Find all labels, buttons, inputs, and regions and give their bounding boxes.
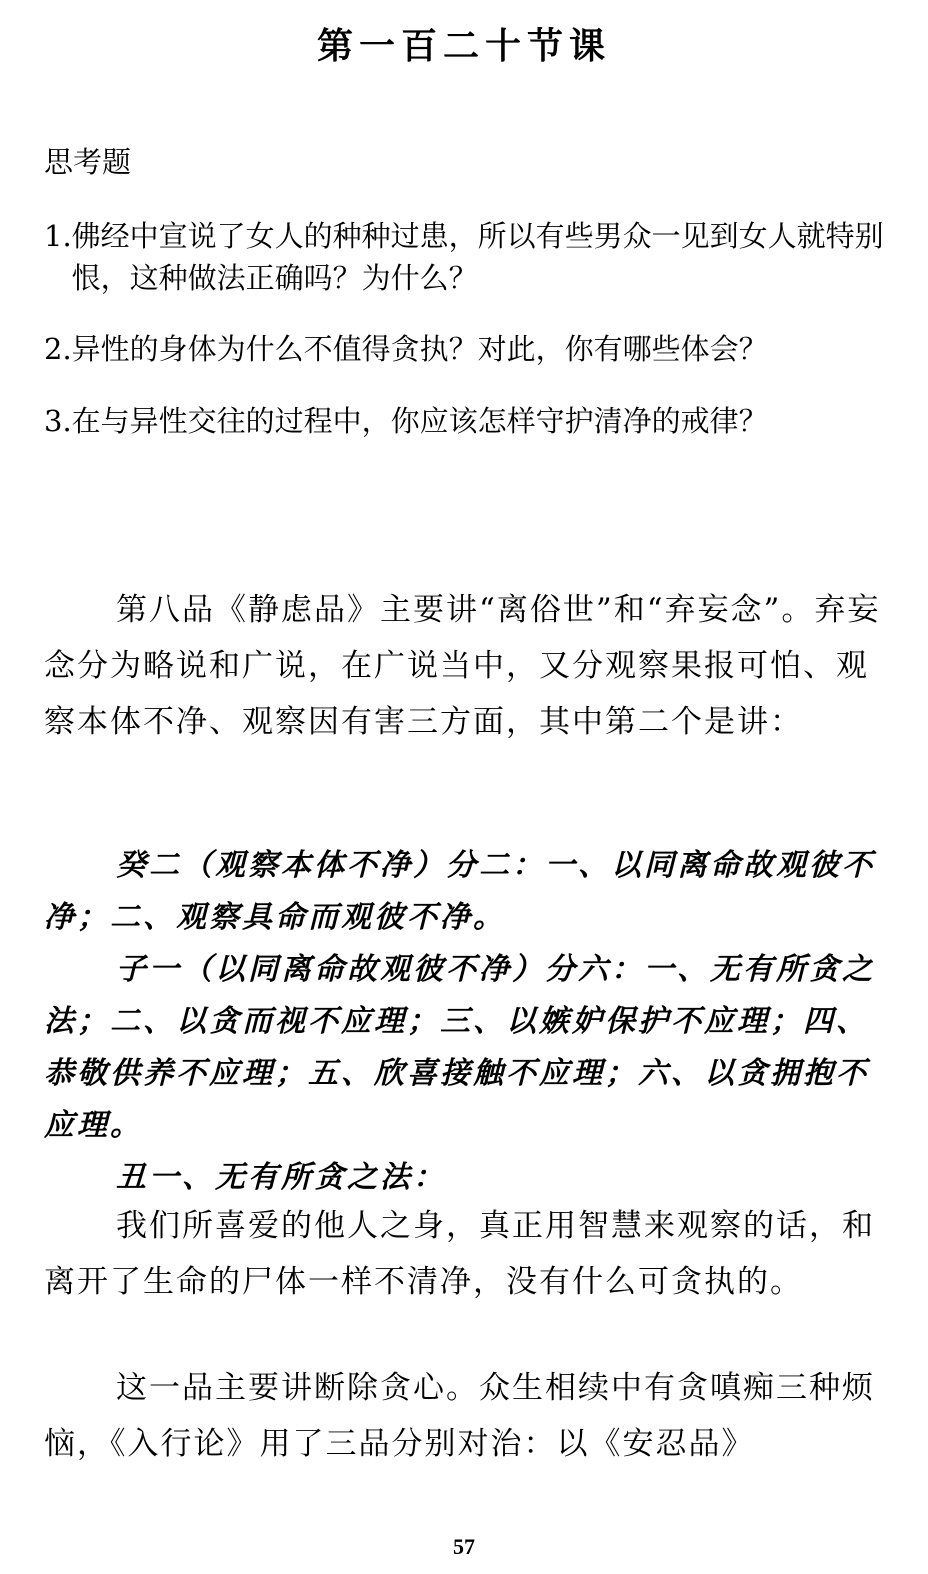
question-1	[44, 215, 892, 299]
question-2	[44, 328, 892, 370]
outline-heading-chou1: 丑一、无有所贪之法：	[116, 1160, 446, 1195]
question-3	[44, 400, 892, 442]
intro-paragraph: 第八品《静虑品》主要讲“离俗世”和“弃妄念”。弃妄念分为略说和广说，在广说当中，又分观察果报可怕、观察本体不净、观察因有害三方面，其中第二个是讲：	[44, 592, 881, 740]
questions-heading: 思考题	[44, 145, 132, 179]
question-number: 1.	[44, 219, 72, 253]
question-number: 2.	[44, 332, 72, 366]
question-number: 3.	[44, 404, 72, 438]
question-text: 佛经中宣说了女人的种种过患，所以有些男众一见到女人就特别恨，这种做法正确吗？为什么？	[71, 219, 884, 295]
page-number: 57	[453, 1534, 475, 1559]
body-paragraph: 这一品主要讲断除贪心。众生相续中有贪嗔痴三种烦恼，《入行论》用了三品分别对治：以《安忍品》	[44, 1370, 875, 1462]
question-text: 在与异性交往的过程中，你应该怎样守护清净的戒律？	[71, 404, 768, 438]
lesson-title: 第一百二十节课	[316, 25, 611, 67]
body-paragraph: 我们所喜爱的他人之身，真正用智慧来观察的话，和离开了生命的尸体一样不清净，没有什么可贪执的。	[44, 1208, 875, 1300]
outline-heading-zi1: 子一（以同离命故观彼不净）分六：一、无有所贪之法；二、以贪而视不应理；三、以嫉妒保护不应理；四、恭敬供养不应理；五、欣喜接触不应理；六、以贪拥抱不应理。	[44, 952, 875, 1143]
outline-heading-gui2: 癸二（观察本体不净）分二：一、以同离命故观彼不净；二、观察具命而观彼不净。	[44, 848, 875, 935]
question-text: 异性的身体为什么不值得贪执？对此，你有哪些体会？	[71, 332, 768, 366]
